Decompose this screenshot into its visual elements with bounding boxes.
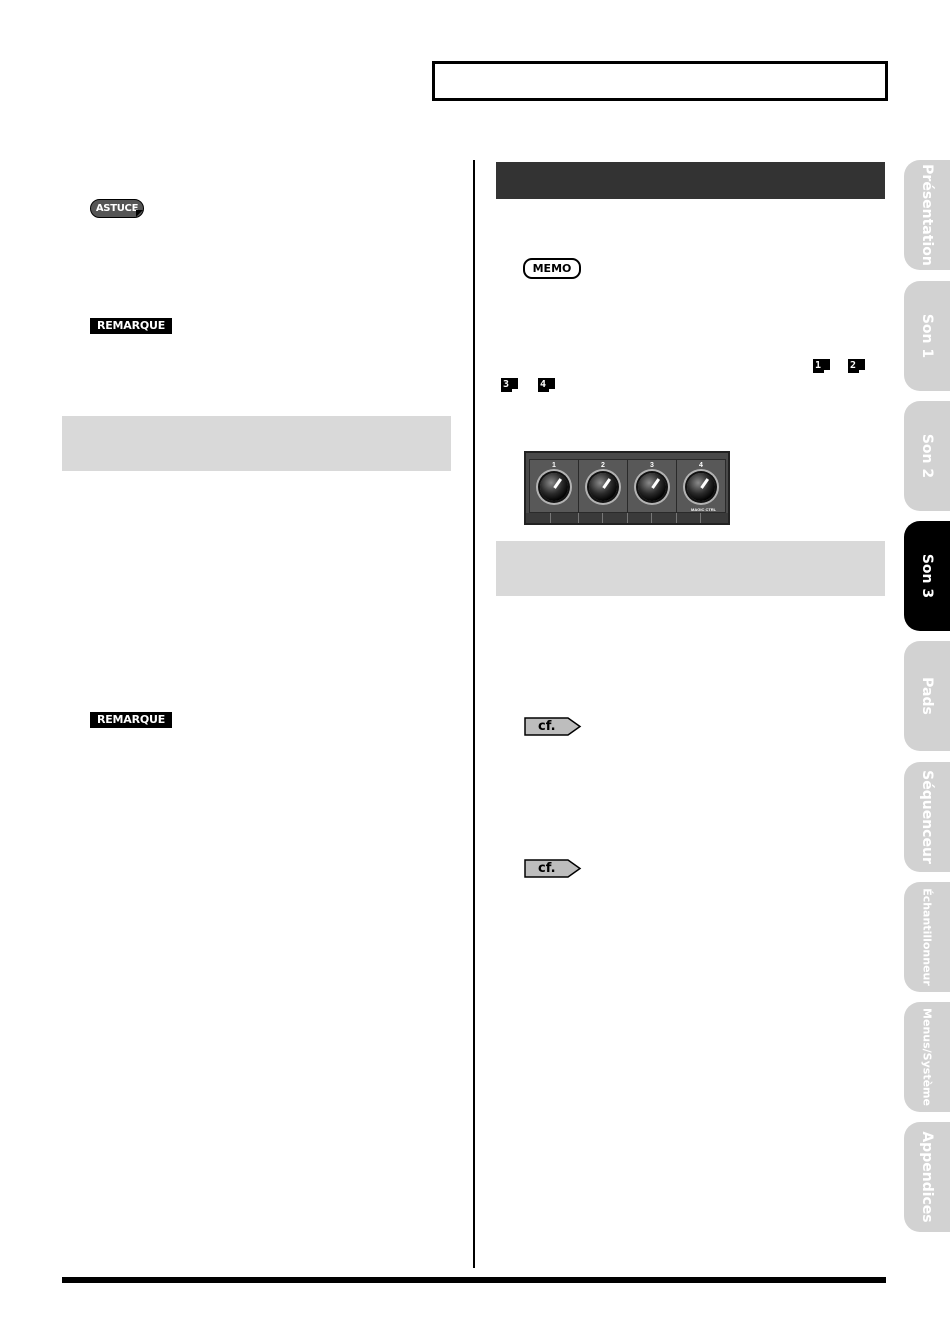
bottom-rule — [62, 1277, 886, 1283]
tab-label: Appendices — [919, 1131, 935, 1223]
cf-label: cf. — [538, 719, 556, 734]
astuce-bubble-tail-icon — [136, 210, 143, 217]
tab-label: Son 2 — [919, 433, 935, 479]
tab-label: Présentation — [919, 164, 935, 266]
column-divider — [473, 160, 475, 1268]
pad-strip — [526, 513, 728, 523]
tab-echantillonneur[interactable] — [904, 882, 950, 992]
section-heading-band-2 — [496, 541, 885, 596]
knob-icon — [540, 473, 568, 501]
knob-icon — [638, 473, 666, 501]
knob-number: 1 — [552, 462, 556, 469]
tab-appendices[interactable] — [904, 1122, 950, 1232]
pad-3-icon: 3 — [501, 378, 518, 392]
knob-cell-3 — [627, 459, 677, 513]
knob-number: 3 — [650, 462, 654, 469]
knob-icon — [687, 473, 715, 501]
knob-number: 4 — [699, 462, 703, 469]
pad-2-icon: 2 — [848, 359, 865, 373]
tab-label: Menus/Système — [920, 1008, 934, 1106]
tab-label: Son 1 — [919, 313, 935, 359]
tab-menus-systeme[interactable] — [904, 1002, 950, 1112]
astuce-badge: ASTUCE — [90, 199, 144, 218]
chapter-header-box — [432, 61, 888, 101]
knob-number: 2 — [601, 462, 605, 469]
cf-label: cf. — [538, 861, 556, 876]
cf-reference-tag — [524, 717, 582, 736]
knob-cell-2 — [578, 459, 628, 513]
pad-1-icon: 1 — [813, 359, 830, 373]
tab-son-3[interactable] — [904, 521, 950, 631]
tab-label: Échantillonneur — [920, 888, 934, 986]
tab-son-1[interactable] — [904, 281, 950, 391]
dark-section-heading-band — [496, 162, 885, 199]
remarque-badge-2: REMARQUE — [90, 712, 172, 728]
pad-4-icon: 4 — [538, 378, 555, 392]
tab-pads[interactable] — [904, 641, 950, 751]
knob-cell-4 — [676, 459, 726, 513]
tab-label: Son 3 — [919, 553, 935, 599]
tab-label: Pads — [919, 677, 935, 715]
tab-label: Séquenceur — [919, 770, 935, 864]
tab-presentation[interactable] — [904, 160, 950, 270]
knob-cell-1 — [529, 459, 579, 513]
memo-badge: MEMO — [523, 258, 581, 279]
tab-sequenceur[interactable] — [904, 762, 950, 872]
cf-reference-tag-2 — [524, 859, 582, 878]
control-knobs-panel — [524, 451, 730, 525]
knob-icon — [589, 473, 617, 501]
tab-son-2[interactable] — [904, 401, 950, 511]
magic-ctrl-label: MAGIC CTRL — [691, 507, 717, 512]
remarque-badge: REMARQUE — [90, 318, 172, 334]
section-heading-band — [62, 416, 451, 471]
